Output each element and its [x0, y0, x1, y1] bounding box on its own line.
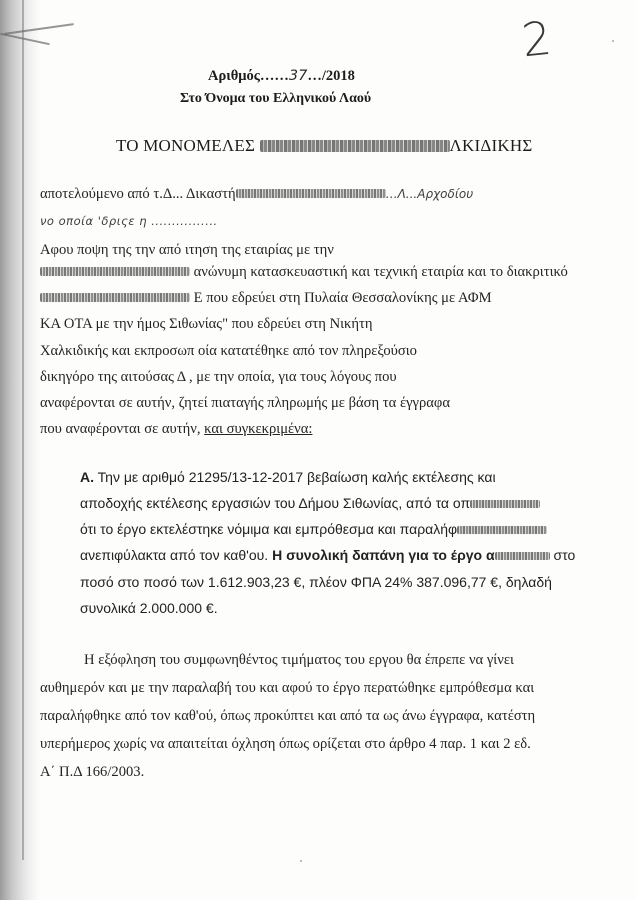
closing-line: παραλήφθηκε από τον καθ'ού, όπως προκύπτει και από τα ως άνω έγγραφα, κατέστη: [40, 708, 536, 724]
closing-line: Η εξόφληση του συμφωνηθέντος τιμήματος του εργου θα έπρεπε να γίνει: [84, 652, 514, 668]
section-a-line: [80, 495, 540, 511]
body-line: Χαλκιδικής και εκπροσωπ οία κατατέθηκε από τον πληρεξούσιο: [40, 343, 417, 359]
court-title-suffix: ΛΚΙΔΙΚΗΣ: [449, 136, 533, 155]
closing-line: αυθημερόν και με την παραλαβή του και αφού το έργο περατώθηκε εμπρόθεσμα και: [40, 680, 535, 696]
decision-number-prefix: Αριθμός……: [208, 68, 289, 84]
body-line: Αφου ποψη της την από ιτηση της εταιρίας με την: [40, 242, 334, 258]
section-a-line: συνολικά 2.000.000 €.: [80, 600, 218, 616]
redacted-text: [40, 267, 190, 276]
closing-line: Α΄ Π.Δ 166/2003.: [40, 764, 145, 780]
redacted-court-name: [260, 140, 450, 152]
redacted-text: [40, 293, 190, 302]
body-line: [40, 264, 568, 281]
body-line: δικηγόρο της αιτούσας Δ , με την οποία, για τους λόγους που: [40, 369, 397, 385]
section-a-label: Α.: [80, 469, 94, 485]
section-a-line: [80, 547, 575, 563]
decision-number: [208, 68, 355, 85]
body-line: [40, 186, 473, 203]
scan-speck: [300, 860, 302, 862]
section-a-line: [80, 521, 547, 537]
body-line: [40, 212, 218, 230]
decision-number-suffix: …/2018: [307, 68, 355, 84]
section-a-text: στο: [553, 547, 576, 563]
court-title: [116, 136, 532, 156]
decision-number-handwritten: 37: [288, 68, 308, 84]
scan-edge-shadow: [0, 0, 40, 900]
redacted-text: [457, 526, 547, 534]
underlined-text: και συγκεκριμένα:: [204, 421, 313, 437]
section-a-text: αποδοχής εκτέλεσης εργασιών του Δήμου Σιθωνίας, από τα οπ: [80, 495, 471, 511]
redacted-text: [495, 552, 550, 560]
handwritten-page-number: 2: [519, 10, 555, 68]
scan-edge-line: [22, 0, 24, 860]
body-line: αναφέρονται σε αυτήν, ζητεί πιαταγής πληρωμής με βάση τα έγγραφα: [40, 395, 450, 411]
section-a-line: [80, 469, 496, 485]
body-line-text: Ε που εδρεύει στη Πυλαία Θεσσαλονίκης με ΑΦΜ: [190, 290, 492, 306]
court-title-prefix: ΤΟ ΜΟΝΟΜΕΛΕΣ: [116, 136, 256, 155]
closing-line: υπερήμερος χωρίς να απαιτείται όχληση όπως ορίζεται στο άρθρο 4 παρ. 1 και 2 εδ.: [40, 736, 531, 752]
handwritten-annotation: νο οποία 'δριςε η ................: [40, 214, 218, 228]
redacted-text: [236, 189, 386, 198]
body-line: [40, 290, 492, 307]
redacted-text: [470, 500, 540, 508]
body-line-text: αποτελούμενο από τ.Δ... Δικαστή: [40, 186, 236, 202]
section-a-text: ότι το έργο εκτελέστηκε νόμιμα και εμπρόθεσμα και παραλήφ: [80, 521, 458, 537]
body-line: ΚΑ ΟΤΑ με την ήμος Σιθωνίας" που εδρεύει στη Νικήτη: [40, 316, 373, 332]
section-a-text: Την με αριθμό 21295/13-12-2017 βεβαίωση καλής εκτέλεσης και: [97, 469, 496, 485]
body-line-text: που αναφέρονται σε αυτήν,: [40, 421, 201, 437]
body-line: [40, 421, 312, 438]
section-a-text: Η συνολική δαπάνη για το έργο α: [272, 547, 495, 563]
scan-speck: [612, 40, 614, 42]
handwritten-annotation: …Λ...Αρχοδίου: [385, 187, 474, 201]
section-a-text: ανεπιφύλακτα από τον καθ'ου.: [80, 547, 269, 563]
section-a-line: ποσό στο ποσό των 1.612.903,23 €, πλέον ΦΠΑ 24% 387.096,77 €, δηλαδή: [80, 574, 552, 590]
body-line-text: ανώνυμη κατασκευαστική και τεχνική εταιρία και το διακριτικό: [190, 264, 568, 280]
in-name-of-people: Στο Όνομα του Ελληνικού Λαού: [180, 91, 372, 106]
